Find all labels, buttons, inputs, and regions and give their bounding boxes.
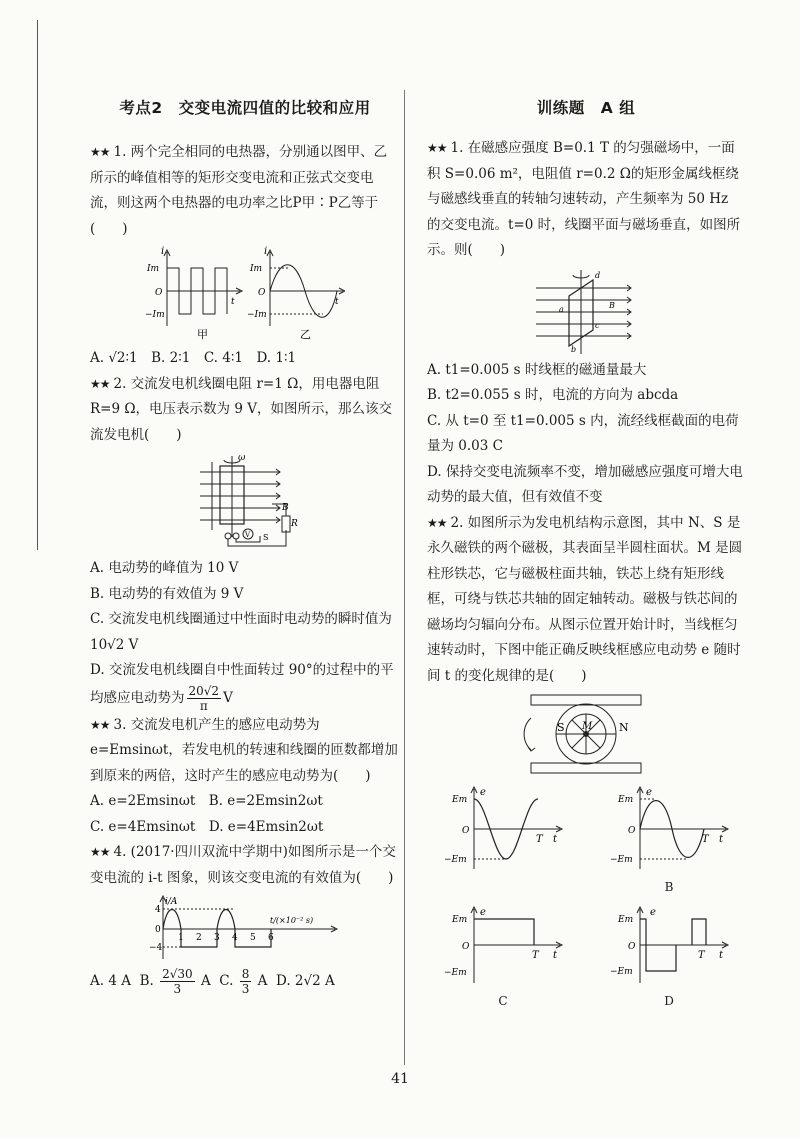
axis-t: t	[719, 834, 724, 845]
option-a: A. 电动势的峰值为 10 V	[90, 560, 239, 576]
question-text: 3. 交流发电机产生的感应电动势为 e=Emsinωt，若发电机的转速和线圈的匝数都增加到原来的两倍，这时产生的感应电动势为( )	[90, 716, 398, 784]
caption-c: C	[498, 993, 508, 1008]
options	[90, 967, 400, 996]
switch-label: S	[263, 533, 269, 542]
option-d	[90, 658, 400, 713]
vertex-d: d	[595, 270, 601, 280]
options-cd: C. e=4Emsinωt D. e=4Emsin2ωt	[90, 818, 324, 835]
generator-structure-figure	[427, 693, 745, 775]
axis-e: e	[480, 787, 486, 798]
difficulty-stars: ★★	[90, 145, 110, 159]
caption-yi: 乙	[300, 328, 311, 341]
left-column	[90, 96, 400, 996]
numerator: 20√2	[188, 683, 220, 698]
section-heading: 训练题 A 组	[536, 99, 636, 117]
tick-label-im: Im	[147, 264, 160, 274]
vertex-c: c	[595, 320, 600, 330]
resistor-label: R	[291, 519, 298, 529]
axis-e: e	[480, 906, 486, 918]
fraction	[160, 967, 195, 996]
question-2	[90, 372, 400, 713]
omega-label: ω	[238, 453, 246, 463]
training-question-2	[427, 511, 745, 1015]
caption-d: D	[664, 993, 674, 1008]
answer-graphs	[427, 785, 745, 1014]
generator-circuit-figure	[90, 452, 400, 552]
tick-t-period: T	[532, 949, 539, 961]
difficulty-stars: ★★	[427, 515, 447, 530]
tick-x-2: 2	[196, 933, 202, 943]
pole-s: S	[557, 721, 565, 734]
page-number: 41	[391, 1071, 409, 1087]
tick-y-4: 4	[155, 905, 161, 915]
current-waveforms-figure	[90, 246, 400, 342]
denominator: π	[199, 698, 208, 713]
axis-t: t	[719, 949, 724, 961]
field-label-b: B	[609, 300, 615, 310]
tick-t-period: T	[536, 834, 543, 845]
core-m: M	[582, 721, 593, 732]
fraction	[240, 967, 252, 996]
question-text: 4. (2017·四川双流中学期中)如图所示是一个交变电流的 i-t 图象，则该交变电流的有效值为( )	[90, 844, 396, 886]
origin-label: O	[155, 288, 163, 298]
option-d-text: D. 交流发电机线圈自中性面转过 90°的过程中的平均感应电动势为	[90, 662, 394, 706]
option-b-label: B.	[139, 973, 154, 989]
column-divider	[404, 90, 405, 1065]
caption-b: B	[664, 880, 674, 894]
graph-option-b	[593, 785, 745, 901]
section-heading: 考点2 交变电流四值的比较和应用	[119, 99, 371, 117]
axis-t: t	[553, 834, 558, 845]
pole-n: N	[619, 721, 629, 734]
graph-option-d	[593, 905, 745, 1015]
field-label-b: B	[282, 503, 289, 513]
origin: O	[462, 826, 470, 836]
tick-y-neg4: −4	[149, 943, 163, 953]
binding-line	[37, 20, 38, 550]
vertex-a: a	[559, 304, 564, 314]
question-text: 1. 两个完全相同的电热器，分别通以图甲、乙所示的峰值相等的矩形交变电流和正弦式交变电流，则这两个电热器的电功率之比P甲∶P乙等于( )	[90, 144, 388, 237]
tick-em: Em	[452, 795, 468, 805]
tick-x-1: 1	[178, 933, 184, 943]
option-c: C. 交流发电机线圈通过中性面时电动势的瞬时值为 10√2 V	[90, 611, 392, 653]
question-1	[90, 140, 400, 372]
difficulty-stars: ★★	[90, 717, 110, 732]
difficulty-stars: ★★	[90, 376, 110, 391]
unit: A	[200, 973, 211, 989]
tick-x-4: 4	[232, 933, 238, 943]
denominator: 3	[241, 982, 250, 996]
origin: O	[628, 826, 636, 836]
difficulty-stars: ★★	[90, 845, 110, 859]
y-axis-label: i/A	[165, 897, 178, 907]
option-c-label: C.	[219, 973, 234, 989]
question-4	[90, 840, 400, 996]
x-axis-label: t/(×10⁻² s)	[270, 916, 314, 925]
right-column	[427, 96, 745, 1014]
origin-label: O	[258, 288, 266, 298]
question-text: 2. 如图所示为发电机结构示意图，其中 N、S 是永久磁铁的两个磁极，其表面呈半圆柱面状。M 是圆柱形铁芯，它与磁极柱面共轴，铁芯上绕有矩形线框，可绕与铁芯共轴的固定轴转动。磁极与铁芯间的磁场均匀辐向分布。从图示位置开始计时，当线框匀速转动时，下图中能正确反映线框感应电动势 e 随时间 t 的变化规律的是( )	[427, 514, 743, 684]
origin: O	[628, 941, 636, 952]
question-3	[90, 713, 400, 841]
option-d: D. 保持交变电流频率不变，增加磁感应强度可增大电动势的最大值，但有效值不变	[427, 463, 743, 505]
axis-label-i: i	[264, 246, 268, 257]
tick-x-6: 6	[268, 933, 274, 943]
numerator: 8	[241, 967, 250, 981]
tick-em: Em	[618, 914, 634, 925]
options: A. √2∶1 B. 2∶1 C. 4∶1 D. 1∶1	[90, 350, 297, 366]
option-b: B. t2=0.055 s 时，电流的方向为 abcda	[427, 387, 679, 403]
option-a: A. 4 A	[90, 973, 131, 989]
axis-label-i: i	[161, 246, 165, 257]
axis-label-t: t	[231, 297, 235, 307]
difficulty-stars: ★★	[427, 141, 447, 155]
question-text: 1. 在磁感应强度 B=0.1 T 的匀强磁场中，一面积 S=0.06 m²，电阻值 r=0.2 Ω的矩形金属线框绕与磁感线垂直的转轴匀速转动，产生频率为 50 Hz 的交变电流。t=0 时，线圈平面与磁场垂直，如图所示。则( )	[427, 140, 741, 258]
tick-label-neg-im: −Im	[145, 310, 165, 320]
tick-em: Em	[452, 914, 468, 925]
tick-label-neg-im: −Im	[247, 310, 267, 320]
tick-x-3: 3	[214, 933, 220, 943]
axis-e: e	[646, 787, 652, 798]
question-text: 2. 交流发电机线圈电阻 r=1 Ω，用电器电阻 R=9 Ω，电压表示数为 9 V，如图所示，那么该交流发电机( )	[90, 375, 392, 443]
tick-neg-em: −Em	[610, 966, 633, 977]
option-d: D. 2√2 A	[276, 973, 335, 989]
tick-y-0: 0	[155, 925, 161, 935]
tick-em: Em	[618, 795, 634, 805]
option-b: B. 电动势的有效值为 9 V	[90, 585, 244, 602]
numerator: 2√30	[162, 967, 193, 981]
axis-t: t	[553, 949, 558, 961]
options-ab: A. e=2Emsinωt B. e=2Emsin2ωt	[90, 793, 323, 809]
tick-neg-em: −Em	[444, 855, 467, 865]
tick-t-period: T	[702, 834, 709, 845]
axis-label-t: t	[335, 297, 339, 307]
caption-jia: 甲	[197, 328, 208, 341]
option-a: A. t1=0.005 s 时线框的磁通量最大	[427, 361, 647, 378]
unit: A	[257, 973, 268, 989]
tick-neg-em: −Em	[610, 855, 633, 865]
tick-label-im: Im	[250, 264, 263, 274]
fraction	[187, 684, 222, 713]
unit: V	[223, 689, 233, 706]
rotating-frame-figure	[427, 268, 745, 354]
option-c: C. 从 t=0 至 t1=0.005 s 内，流经线框截面的电荷量为 0.03 C	[427, 412, 739, 454]
tick-x-5: 5	[250, 933, 256, 943]
graph-option-c	[427, 905, 579, 1015]
axis-e: e	[650, 906, 656, 918]
training-question-1	[427, 136, 745, 511]
denominator: 3	[173, 982, 182, 996]
tick-t-period: T	[698, 949, 705, 961]
voltmeter-label: V	[245, 531, 251, 539]
origin: O	[462, 941, 470, 952]
tick-neg-em: −Em	[444, 967, 467, 978]
vertex-b: b	[571, 344, 577, 354]
graph-option-a	[427, 785, 579, 901]
i-t-graph-figure	[90, 895, 400, 963]
